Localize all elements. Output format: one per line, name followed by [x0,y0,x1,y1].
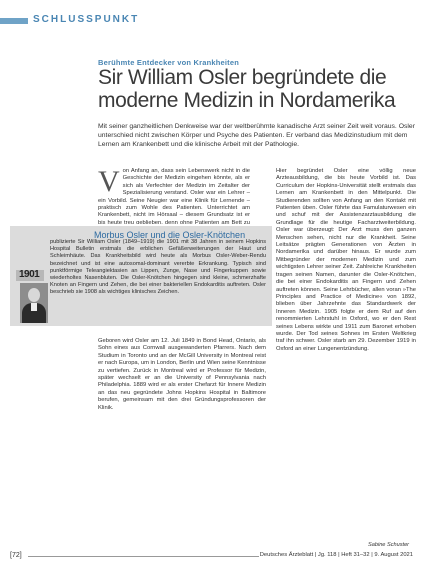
year-label: 1901 [19,269,40,280]
author-signature: Sabine Schuster [368,542,410,548]
article-column-left [98,168,250,224]
portrait-head [28,288,40,302]
page-footer [0,552,427,564]
headline: Sir William Osler begründete die moderne Medizin in Nordamerika [98,66,396,112]
portrait-collar [31,303,37,311]
column-left-text: on Anfang an, dass sein Lebenswerk nicht in die Geschichte der Medizin eingehen könnte, als er sich als Verfechter der Medizin im Zeitalter der Spezialisierung verstand. Osler war ein Lehrer – ein Vorbild. Seine Neugier war eine Klinik für Lernende – praktisch zum Wohle des Patienten. Unterrichtet am Krankenbett, nicht im Hörsaal – diesem Grundsatz ist er bis heute treu geblieben, denn ohne Patienten am Bett zu [98,168,250,224]
info-box-title: Morbus Osler und die Osler-Knötchen [94,230,246,240]
article-column-bottom-left: Geboren wird Osler am 12. Juli 1849 in Bond Head, Ontario, als Sohn eines aus Cornwall ausgewanderten Pfarrers. Nach dem Studium in Toronto und an der McGill University in Montreal reist er nach Europa, um in London, Berlin und Wien seine Kenntnisse zu vertiefen. Zurück in Montreal wird er Professor für Medizin, später wechselt er an die University of Pennsylvania nach Philadelphia. 1889 wird er als erster Chefarzt für Innere Medizin an das neu gegründete Johns Hopkins Hospital in Baltimore berufen, gemeinsam mit den drei Gründungsprofessoren der Klinik. [98,338,266,411]
portrait-image [20,283,48,323]
lead-paragraph: Mit seiner ganzheitlichen Denkweise war der weltberühmte kanadische Arzt seiner Zeit weit voraus. Osler unterschied nicht zwischen Körper und Psyche des Patienten. Er verband das Medizinstudium mit dem Lernen am Krankenbett und die klinische Arbeit mit der Pathologie. [98,123,415,148]
section-header [0,10,427,32]
article-column-right: Hier begründet Osler eine völlig neue Arzteausbildung, die bis heute Vorbild ist. Das Curriculum der Hopkins-Universität stellt erstmals das Lernen am Krankenbett in den Mittelpunkt. Die Studierenden sollten von Anfang an den Kontakt mit Patienten üben. Osler führte das Famulaturwesen ein und schuf mit der Assistenzarztausbildung die Grundlage für die heutige Facharztweiterbildung. Osler war überzeugt: Der Arzt muss den ganzen Menschen sehen, nicht nur die Krankheit. Seine Leitsätze prägten Generationen von Ärzten in Nordamerika und darüber hinaus. Er wurde zum Mitbegründer der modernen Medizin und zum wichtigsten Lehrer seiner Zeit. Zahlreiche Krankheiten tragen seinen Namen, darunter die Osler-Knötchen, die bei einer Endokarditis an Fingern und Zehen auftreten können. Seine Lehrbücher, allen voran »The Principles and Practice of Medicine« von 1892, blieben über Jahrzehnte das Standardwerk der Inneren Medizin. 1905 folgte er dem Ruf auf den renommierten Lehrstuhl in Oxford, wo er den Rest seines Lebens wirkte und 1911 zum Baronet erhoben wurde. Der Tod seines Sohnes im Ersten Weltkrieg traf ihn schwer. Osler starb am 29. Dezember 1919 in Oxford an einer Lungenentzündung. [276,168,416,352]
page-number: [72] [10,552,22,559]
info-box-text: publizierte Sir William Osler (1849–1919) die 1901 mit 38 Jahren in seinem Hopkins Hospital Bulletin erstmals die erblichen Gefäßerweiterungen der Haut und Schleimhäute. Das Krankheitsbild wird heute als Morbus Osler-Weber-Rendu bezeichnet und ist eine autosomal-dominant vererbte Erkrankung. Typisch sind punktförmige Teleangiektasien an Lippen, Zunge, Nase und Fingerkuppen sowie wiederholtes Nasenbluten. Die Osler-Knötchen hingegen sind kleine, schmerzhafte Knoten an Fingern und Zehen, die bei einer bakteriellen Endokarditis auftreten. Osler beschrieb sie 1908 als wichtiges klinisches Zeichen. [50,239,266,296]
publication-info: Deutsches Ärzteblatt | Jg. 118 | Heft 31–32 | 9. August 2021 [259,552,413,558]
kicker: Berühmte Entdecker von Krankheiten [98,58,240,67]
section-label: SCHLUSSPUNKT [33,14,140,25]
footer-rule [28,556,259,557]
drop-cap: V [98,168,120,198]
section-bar [0,18,28,24]
year-tag [16,270,44,281]
info-box [10,226,272,326]
